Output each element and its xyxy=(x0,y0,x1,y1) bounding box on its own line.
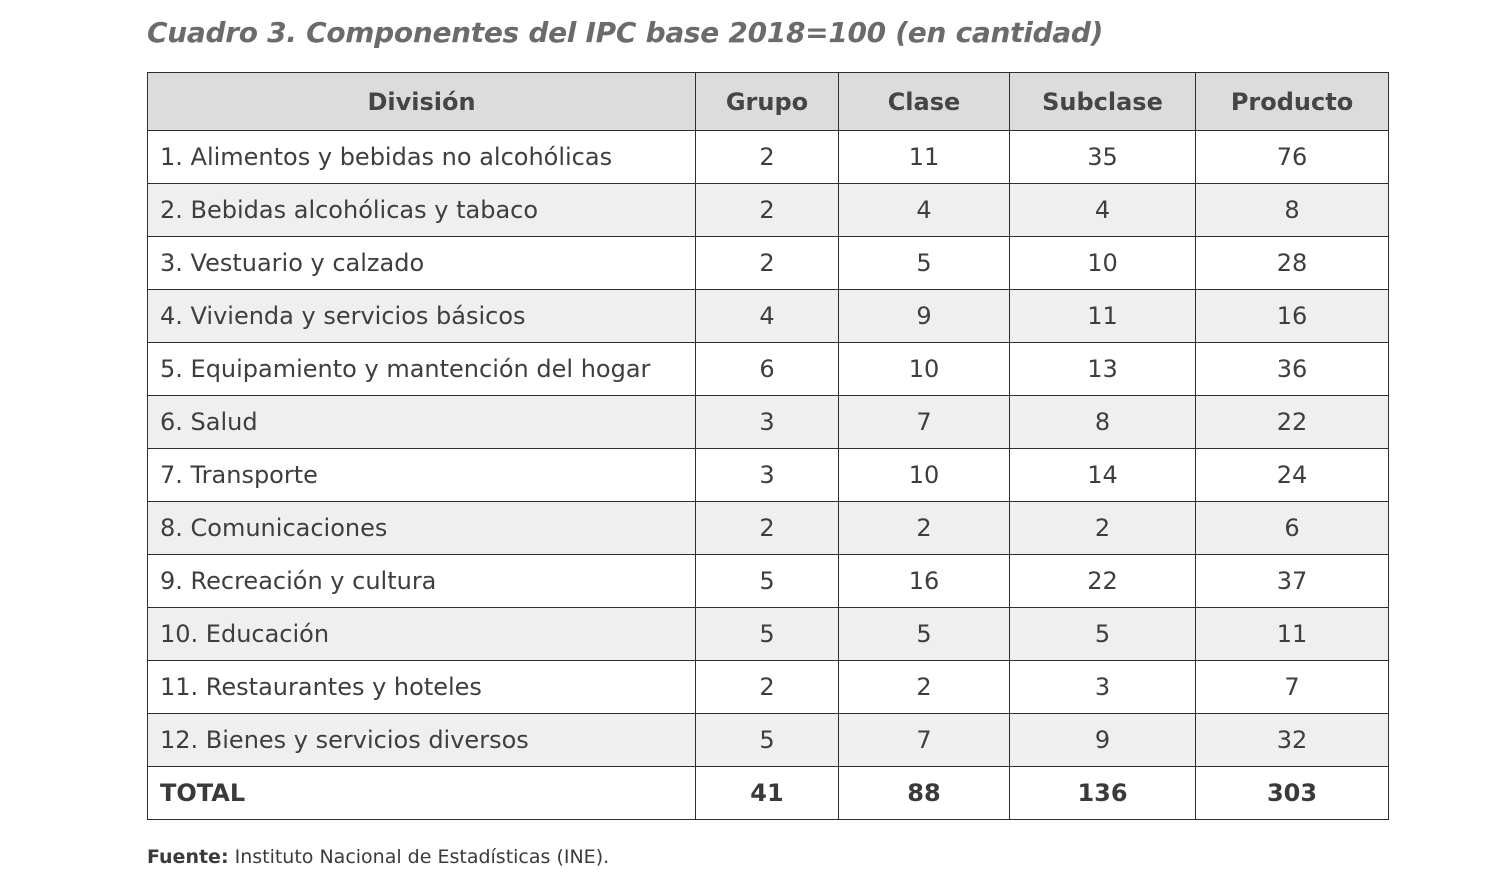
source-text: Instituto Nacional de Estadísticas (INE). xyxy=(228,846,610,868)
grupo-cell: 3 xyxy=(696,396,839,449)
total-clase: 88 xyxy=(839,767,1010,820)
table-row xyxy=(148,131,1389,184)
header-row xyxy=(148,73,1389,131)
table-row xyxy=(148,661,1389,714)
table-row xyxy=(148,396,1389,449)
subclase-cell: 22 xyxy=(1010,555,1196,608)
total-grupo: 41 xyxy=(696,767,839,820)
subclase-cell: 11 xyxy=(1010,290,1196,343)
division-cell: 2. Bebidas alcohólicas y tabaco xyxy=(148,184,696,237)
clase-cell: 9 xyxy=(839,290,1010,343)
clase-cell: 10 xyxy=(839,449,1010,502)
producto-cell: 6 xyxy=(1196,502,1389,555)
grupo-cell: 6 xyxy=(696,343,839,396)
division-cell: 10. Educación xyxy=(148,608,696,661)
producto-cell: 28 xyxy=(1196,237,1389,290)
clase-cell: 2 xyxy=(839,502,1010,555)
producto-cell: 32 xyxy=(1196,714,1389,767)
grupo-cell: 2 xyxy=(696,184,839,237)
total-row xyxy=(148,767,1389,820)
clase-cell: 7 xyxy=(839,714,1010,767)
total-label: TOTAL xyxy=(148,767,696,820)
clase-cell: 7 xyxy=(839,396,1010,449)
division-cell: 6. Salud xyxy=(148,396,696,449)
source-note xyxy=(147,846,609,868)
producto-cell: 8 xyxy=(1196,184,1389,237)
table-row xyxy=(148,555,1389,608)
subclase-cell: 14 xyxy=(1010,449,1196,502)
grupo-cell: 2 xyxy=(696,237,839,290)
producto-cell: 16 xyxy=(1196,290,1389,343)
table-row xyxy=(148,237,1389,290)
table-row xyxy=(148,290,1389,343)
table-row xyxy=(148,714,1389,767)
total-producto: 303 xyxy=(1196,767,1389,820)
clase-cell: 2 xyxy=(839,661,1010,714)
subclase-cell: 10 xyxy=(1010,237,1196,290)
division-cell: 8. Comunicaciones xyxy=(148,502,696,555)
division-cell: 7. Transporte xyxy=(148,449,696,502)
subclase-cell: 5 xyxy=(1010,608,1196,661)
subclase-cell: 9 xyxy=(1010,714,1196,767)
source-label: Fuente: xyxy=(147,846,229,868)
producto-cell: 76 xyxy=(1196,131,1389,184)
table-row xyxy=(148,449,1389,502)
grupo-cell: 2 xyxy=(696,661,839,714)
subclase-cell: 13 xyxy=(1010,343,1196,396)
header-clase: Clase xyxy=(839,73,1010,131)
subclase-cell: 8 xyxy=(1010,396,1196,449)
header-division: División xyxy=(148,73,696,131)
subclase-cell: 2 xyxy=(1010,502,1196,555)
clase-cell: 10 xyxy=(839,343,1010,396)
subclase-cell: 4 xyxy=(1010,184,1196,237)
clase-cell: 4 xyxy=(839,184,1010,237)
subclase-cell: 35 xyxy=(1010,131,1196,184)
grupo-cell: 3 xyxy=(696,449,839,502)
grupo-cell: 5 xyxy=(696,555,839,608)
total-subclase: 136 xyxy=(1010,767,1196,820)
ipc-components-table xyxy=(147,72,1389,820)
division-cell: 3. Vestuario y calzado xyxy=(148,237,696,290)
header-grupo: Grupo xyxy=(696,73,839,131)
header-subclase: Subclase xyxy=(1010,73,1196,131)
grupo-cell: 4 xyxy=(696,290,839,343)
grupo-cell: 2 xyxy=(696,131,839,184)
producto-cell: 11 xyxy=(1196,608,1389,661)
table-title: Cuadro 3. Componentes del IPC base 2018=100 (en cantidad) xyxy=(147,16,1104,49)
producto-cell: 7 xyxy=(1196,661,1389,714)
grupo-cell: 5 xyxy=(696,608,839,661)
producto-cell: 36 xyxy=(1196,343,1389,396)
header-producto: Producto xyxy=(1196,73,1389,131)
clase-cell: 16 xyxy=(839,555,1010,608)
division-cell: 5. Equipamiento y mantención del hogar xyxy=(148,343,696,396)
table-row xyxy=(148,343,1389,396)
subclase-cell: 3 xyxy=(1010,661,1196,714)
producto-cell: 22 xyxy=(1196,396,1389,449)
grupo-cell: 5 xyxy=(696,714,839,767)
producto-cell: 37 xyxy=(1196,555,1389,608)
clase-cell: 5 xyxy=(839,608,1010,661)
table-row xyxy=(148,608,1389,661)
clase-cell: 11 xyxy=(839,131,1010,184)
division-cell: 1. Alimentos y bebidas no alcohólicas xyxy=(148,131,696,184)
division-cell: 4. Vivienda y servicios básicos xyxy=(148,290,696,343)
table-row xyxy=(148,502,1389,555)
producto-cell: 24 xyxy=(1196,449,1389,502)
division-cell: 9. Recreación y cultura xyxy=(148,555,696,608)
division-cell: 11. Restaurantes y hoteles xyxy=(148,661,696,714)
clase-cell: 5 xyxy=(839,237,1010,290)
table-row xyxy=(148,184,1389,237)
division-cell: 12. Bienes y servicios diversos xyxy=(148,714,696,767)
grupo-cell: 2 xyxy=(696,502,839,555)
